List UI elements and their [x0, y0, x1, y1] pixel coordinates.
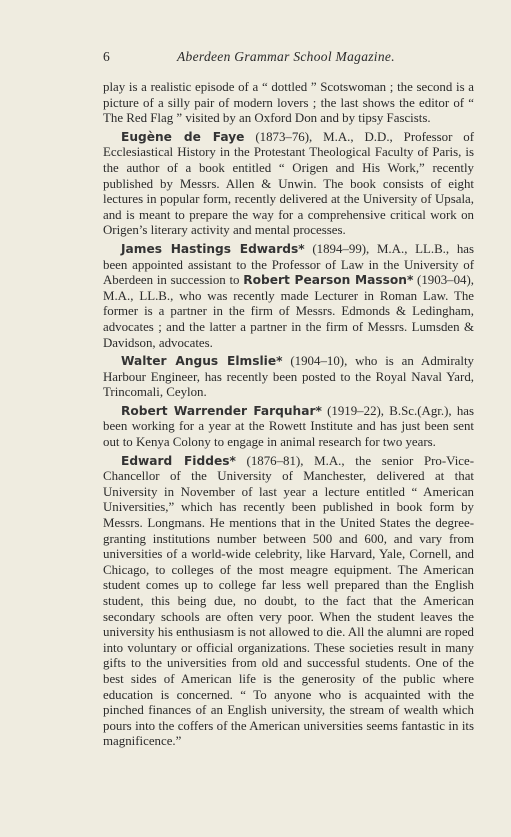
paragraph-text: (1894–99), M.A., LL.B., has been appointed assistant to the Professor of Law in the University of Aberdeen in succession to: [103, 241, 475, 288]
person-name: Walter Angus Elmslie*: [121, 354, 283, 369]
paragraph-text: play is a realistic episode of a “ dottled ” Scotswoman ; the second is a picture of a silly pair of modern lovers ; the last shows the editor of “ The Red Flag ” visited by an Oxford Don and by tipsy Fascists.: [103, 80, 474, 126]
person-name: Eugène de Faye: [121, 129, 245, 144]
person-name: Robert Warrender Farquhar*: [121, 403, 322, 418]
running-header: [103, 49, 473, 67]
paragraph-edwards: [103, 242, 474, 351]
person-name-second: Robert Pearson Masson*: [243, 273, 414, 288]
paragraph-text: (1876–81), M.A., the senior Pro-Vice-Chancellor of the University of Manchester, delivered at that University in November of last year a lecture entitled “ American Universities,” which has recently been published in book form by Messrs. Longmans. He mentions that in the United States the degree-granting institutions number between 500 and 600, and vary from universities of a world-wide celebrity, like Harvard, Yale, Cornell, and Chicago, to colleges of the most meagre equipment. The American student comes up to college far less well prepared than the English student, this being due, no doubt, to the fact that the American secondary schools are often very poor. When the student leaves the university his enthusiasm is not allowed to die. All the alumni are roped into voluntary or official organizations. These societies result in many gifts to the universities from old and successful students. One of the best sides of American life is the generosity of the public where education is concerned. “ To anyone who is acquainted with the pinched finances of an English university, the stream of wealth which pours into the coffers of the American universities seems fantastic in its magnificence.”: [103, 453, 475, 749]
paragraph-de-faye: [103, 130, 474, 239]
page-number: 6: [103, 49, 110, 64]
paragraph-text: (1904–10), who is an Admiralty Harbour Engineer, has recently been posted to the Royal Naval Yard, Trincomali, Ceylon.: [103, 354, 474, 400]
paragraph-text: (1919–22), B.Sc.(Agr.), has been working for a year at the Rowett Institute and has just been sent out to Kenya Colony to engage in animal research for two years.: [103, 403, 475, 450]
paragraph-text-continued: (1903–04), M.A., LL.B., who was recently made Lecturer in Roman Law. The former is a partner in the firm of Messrs. Edmonds & Ledingham, advocates ; and the latter a partner in the firm of Messrs. Lumsden & Davidson, advocates.: [103, 273, 474, 350]
running-title: Aberdeen Grammar School Magazine.: [177, 49, 395, 64]
paragraph-farquhar: [103, 404, 474, 451]
person-name: Edward Fiddes*: [121, 453, 236, 468]
paragraph-fiddes: [103, 454, 474, 750]
article-body: [103, 80, 474, 753]
paragraph-text: (1873–76), M.A., D.D., Professor of Ecclesiastical History in the Protestant Theological Faculty of Paris, is the author of a book entitled “ Origen and His Work,” recently published by Messrs. Allen & Unwin. The book consists of eight lectures in popular form, recently delivered at the University of Upsala, and is meant to prepare the way for a comprehensive critical work on Origen’s literary activity and mental processes.: [103, 129, 474, 238]
paragraph-elmslie: [103, 354, 474, 401]
paragraph-play-description: [103, 80, 474, 127]
person-name: James Hastings Edwards*: [121, 241, 305, 256]
